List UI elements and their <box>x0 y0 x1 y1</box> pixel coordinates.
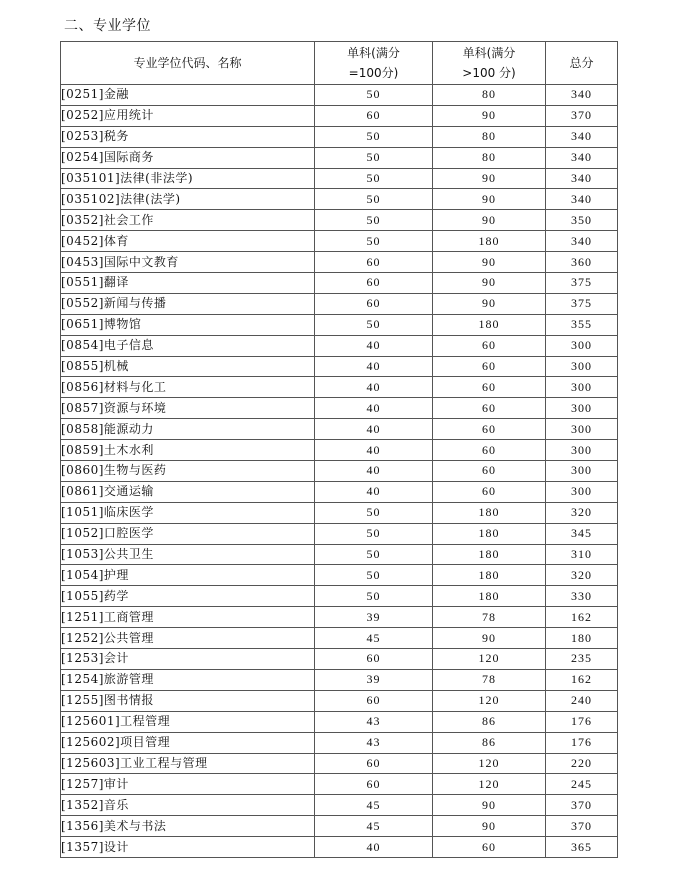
cell-single-100: 40 <box>315 356 433 377</box>
cell-total: 300 <box>546 335 618 356</box>
cell-program-name: [1251]工商管理 <box>61 607 315 628</box>
cell-single-100: 50 <box>315 210 433 231</box>
cell-program-name: [125602]项目管理 <box>61 732 315 753</box>
cell-single-100: 60 <box>315 105 433 126</box>
cell-single-gt100: 60 <box>433 335 546 356</box>
table-row <box>61 690 618 711</box>
table-row <box>61 210 618 231</box>
cell-program-name: [0857]资源与环境 <box>61 398 315 419</box>
table-row <box>61 314 618 335</box>
cell-single-100: 39 <box>315 607 433 628</box>
cell-single-100: 40 <box>315 461 433 482</box>
cell-single-gt100: 90 <box>433 105 546 126</box>
cell-program-name: [0352]社会工作 <box>61 210 315 231</box>
table-row <box>61 649 618 670</box>
table-row <box>61 356 618 377</box>
table-row <box>61 293 618 314</box>
cell-program-name: [1051]临床医学 <box>61 502 315 523</box>
cell-total: 300 <box>546 419 618 440</box>
cell-single-gt100: 180 <box>433 544 546 565</box>
cell-program-name: [0453]国际中文教育 <box>61 252 315 273</box>
cell-program-name: [0651]博物馆 <box>61 314 315 335</box>
table-row <box>61 189 618 210</box>
cell-single-gt100: 180 <box>433 523 546 544</box>
cell-single-gt100: 90 <box>433 210 546 231</box>
cell-single-gt100: 180 <box>433 231 546 252</box>
cell-single-100: 50 <box>315 523 433 544</box>
cell-total: 340 <box>546 85 618 106</box>
cell-single-gt100: 60 <box>433 461 546 482</box>
cell-total: 370 <box>546 105 618 126</box>
cell-single-100: 40 <box>315 837 433 858</box>
table-row <box>61 753 618 774</box>
cell-program-name: [0854]电子信息 <box>61 335 315 356</box>
section-title: 二、专业学位 <box>64 18 151 34</box>
cell-program-name: [125601]工程管理 <box>61 711 315 732</box>
cell-total: 220 <box>546 753 618 774</box>
cell-single-gt100: 90 <box>433 795 546 816</box>
cell-total: 300 <box>546 377 618 398</box>
cell-single-100: 60 <box>315 252 433 273</box>
cell-program-name: [1254]旅游管理 <box>61 669 315 690</box>
cell-program-name: [1253]会计 <box>61 649 315 670</box>
cell-program-name: [0251]金融 <box>61 85 315 106</box>
cell-single-100: 40 <box>315 377 433 398</box>
header-name <box>61 42 315 85</box>
cell-total: 340 <box>546 126 618 147</box>
header-single-100-line2: =100分) <box>348 66 399 80</box>
cell-program-name: [0253]税务 <box>61 126 315 147</box>
cell-single-gt100: 60 <box>433 419 546 440</box>
cell-single-100: 50 <box>315 147 433 168</box>
header-total <box>546 42 618 85</box>
cell-single-gt100: 120 <box>433 774 546 795</box>
table-row <box>61 837 618 858</box>
cell-program-name: [0858]能源动力 <box>61 419 315 440</box>
cell-single-gt100: 180 <box>433 565 546 586</box>
cell-total: 355 <box>546 314 618 335</box>
cell-program-name: [035101]法律(非法学) <box>61 168 315 189</box>
cell-single-100: 50 <box>315 85 433 106</box>
cell-single-100: 40 <box>315 398 433 419</box>
table-row <box>61 628 618 649</box>
cell-single-100: 39 <box>315 669 433 690</box>
cell-program-name: [0861]交通运输 <box>61 481 315 502</box>
cell-single-gt100: 180 <box>433 502 546 523</box>
cell-single-gt100: 90 <box>433 628 546 649</box>
cell-program-name: [0856]材料与化工 <box>61 377 315 398</box>
table-row <box>61 231 618 252</box>
cell-program-name: [0859]土木水利 <box>61 440 315 461</box>
cell-program-name: [125603]工业工程与管理 <box>61 753 315 774</box>
cell-program-name: [1052]口腔医学 <box>61 523 315 544</box>
cell-total: 300 <box>546 398 618 419</box>
cell-single-gt100: 90 <box>433 189 546 210</box>
cell-program-name: [1352]音乐 <box>61 795 315 816</box>
cell-single-100: 50 <box>315 231 433 252</box>
cell-single-gt100: 60 <box>433 837 546 858</box>
cell-program-name: [0252]应用统计 <box>61 105 315 126</box>
cell-single-100: 50 <box>315 168 433 189</box>
cell-program-name: [1357]设计 <box>61 837 315 858</box>
cell-single-gt100: 90 <box>433 252 546 273</box>
cell-total: 180 <box>546 628 618 649</box>
table-row <box>61 273 618 294</box>
cell-single-100: 40 <box>315 335 433 356</box>
cell-single-gt100: 80 <box>433 147 546 168</box>
cell-single-100: 43 <box>315 711 433 732</box>
cell-total: 176 <box>546 732 618 753</box>
table-row <box>61 126 618 147</box>
cell-total: 330 <box>546 586 618 607</box>
cell-program-name: [0552]新闻与传播 <box>61 293 315 314</box>
table-row <box>61 816 618 837</box>
table-row <box>61 795 618 816</box>
table-row <box>61 252 618 273</box>
table-row <box>61 168 618 189</box>
cell-program-name: [0254]国际商务 <box>61 147 315 168</box>
cell-single-100: 50 <box>315 502 433 523</box>
table-row <box>61 105 618 126</box>
cell-total: 340 <box>546 168 618 189</box>
cell-single-gt100: 180 <box>433 314 546 335</box>
table-row <box>61 732 618 753</box>
cell-single-100: 60 <box>315 273 433 294</box>
cell-single-gt100: 60 <box>433 377 546 398</box>
cell-total: 340 <box>546 147 618 168</box>
cell-total: 240 <box>546 690 618 711</box>
cell-single-gt100: 90 <box>433 273 546 294</box>
table-row <box>61 398 618 419</box>
cell-program-name: [1252]公共管理 <box>61 628 315 649</box>
cell-total: 310 <box>546 544 618 565</box>
cell-program-name: [1053]公共卫生 <box>61 544 315 565</box>
cell-program-name: [0452]体育 <box>61 231 315 252</box>
cell-single-gt100: 120 <box>433 753 546 774</box>
header-single-100-line1: 单科(满分 <box>347 46 400 60</box>
cell-total: 370 <box>546 795 618 816</box>
table-row <box>61 147 618 168</box>
header-single-gt100 <box>433 42 546 85</box>
cell-program-name: [1054]护理 <box>61 565 315 586</box>
cell-total: 162 <box>546 607 618 628</box>
header-total-label: 总分 <box>569 56 594 70</box>
cell-program-name: [1055]药学 <box>61 586 315 607</box>
cell-single-100: 40 <box>315 440 433 461</box>
cell-single-gt100: 90 <box>433 168 546 189</box>
cell-total: 300 <box>546 481 618 502</box>
table-row <box>61 774 618 795</box>
cell-single-100: 50 <box>315 544 433 565</box>
cell-program-name: [1356]美术与书法 <box>61 816 315 837</box>
cell-total: 350 <box>546 210 618 231</box>
cell-single-100: 40 <box>315 419 433 440</box>
cell-program-name: [0855]机械 <box>61 356 315 377</box>
cell-single-100: 50 <box>315 189 433 210</box>
cell-single-gt100: 120 <box>433 690 546 711</box>
cell-program-name: [1257]审计 <box>61 774 315 795</box>
cell-single-gt100: 60 <box>433 440 546 461</box>
cell-single-gt100: 78 <box>433 607 546 628</box>
header-single-100 <box>315 42 433 85</box>
cell-single-gt100: 86 <box>433 711 546 732</box>
header-single-gt100-line2: >100 分) <box>462 66 516 80</box>
cell-program-name: [0860]生物与医药 <box>61 461 315 482</box>
cell-single-100: 45 <box>315 795 433 816</box>
score-table <box>60 41 618 858</box>
table-row <box>61 419 618 440</box>
cell-single-gt100: 90 <box>433 816 546 837</box>
cell-single-100: 60 <box>315 649 433 670</box>
table-row <box>61 523 618 544</box>
cell-single-gt100: 86 <box>433 732 546 753</box>
cell-single-100: 45 <box>315 628 433 649</box>
cell-total: 370 <box>546 816 618 837</box>
cell-total: 340 <box>546 189 618 210</box>
cell-single-100: 60 <box>315 774 433 795</box>
cell-total: 345 <box>546 523 618 544</box>
table-row <box>61 335 618 356</box>
cell-total: 235 <box>546 649 618 670</box>
cell-single-100: 60 <box>315 753 433 774</box>
cell-total: 300 <box>546 440 618 461</box>
table-row <box>61 711 618 732</box>
cell-single-gt100: 60 <box>433 398 546 419</box>
cell-single-gt100: 60 <box>433 356 546 377</box>
cell-single-100: 50 <box>315 314 433 335</box>
header-name-label: 专业学位代码、名称 <box>133 56 242 70</box>
cell-single-gt100: 90 <box>433 293 546 314</box>
cell-program-name: [0551]翻译 <box>61 273 315 294</box>
cell-single-100: 60 <box>315 690 433 711</box>
table-row <box>61 85 618 106</box>
cell-single-gt100: 80 <box>433 126 546 147</box>
cell-single-gt100: 180 <box>433 586 546 607</box>
table-row <box>61 481 618 502</box>
cell-single-100: 43 <box>315 732 433 753</box>
table-row <box>61 607 618 628</box>
cell-total: 176 <box>546 711 618 732</box>
header-single-gt100-line1: 单科(满分 <box>462 46 516 60</box>
table-row <box>61 669 618 690</box>
cell-total: 365 <box>546 837 618 858</box>
cell-program-name: [035102]法律(法学) <box>61 189 315 210</box>
cell-single-100: 40 <box>315 481 433 502</box>
cell-total: 162 <box>546 669 618 690</box>
table-row <box>61 565 618 586</box>
cell-total: 375 <box>546 273 618 294</box>
cell-total: 300 <box>546 356 618 377</box>
table-row <box>61 440 618 461</box>
cell-total: 340 <box>546 231 618 252</box>
cell-total: 300 <box>546 461 618 482</box>
table-row <box>61 502 618 523</box>
table-header-row <box>61 42 618 85</box>
cell-total: 320 <box>546 502 618 523</box>
cell-single-100: 45 <box>315 816 433 837</box>
table-row <box>61 461 618 482</box>
table-row <box>61 377 618 398</box>
cell-total: 245 <box>546 774 618 795</box>
table-row <box>61 544 618 565</box>
table-body <box>61 85 618 858</box>
cell-single-100: 60 <box>315 293 433 314</box>
cell-single-100: 50 <box>315 565 433 586</box>
cell-total: 360 <box>546 252 618 273</box>
cell-total: 375 <box>546 293 618 314</box>
cell-single-gt100: 80 <box>433 85 546 106</box>
table-row <box>61 586 618 607</box>
cell-single-gt100: 120 <box>433 649 546 670</box>
cell-total: 320 <box>546 565 618 586</box>
cell-single-100: 50 <box>315 586 433 607</box>
cell-program-name: [1255]图书情报 <box>61 690 315 711</box>
cell-single-gt100: 60 <box>433 481 546 502</box>
cell-single-gt100: 78 <box>433 669 546 690</box>
cell-single-100: 50 <box>315 126 433 147</box>
